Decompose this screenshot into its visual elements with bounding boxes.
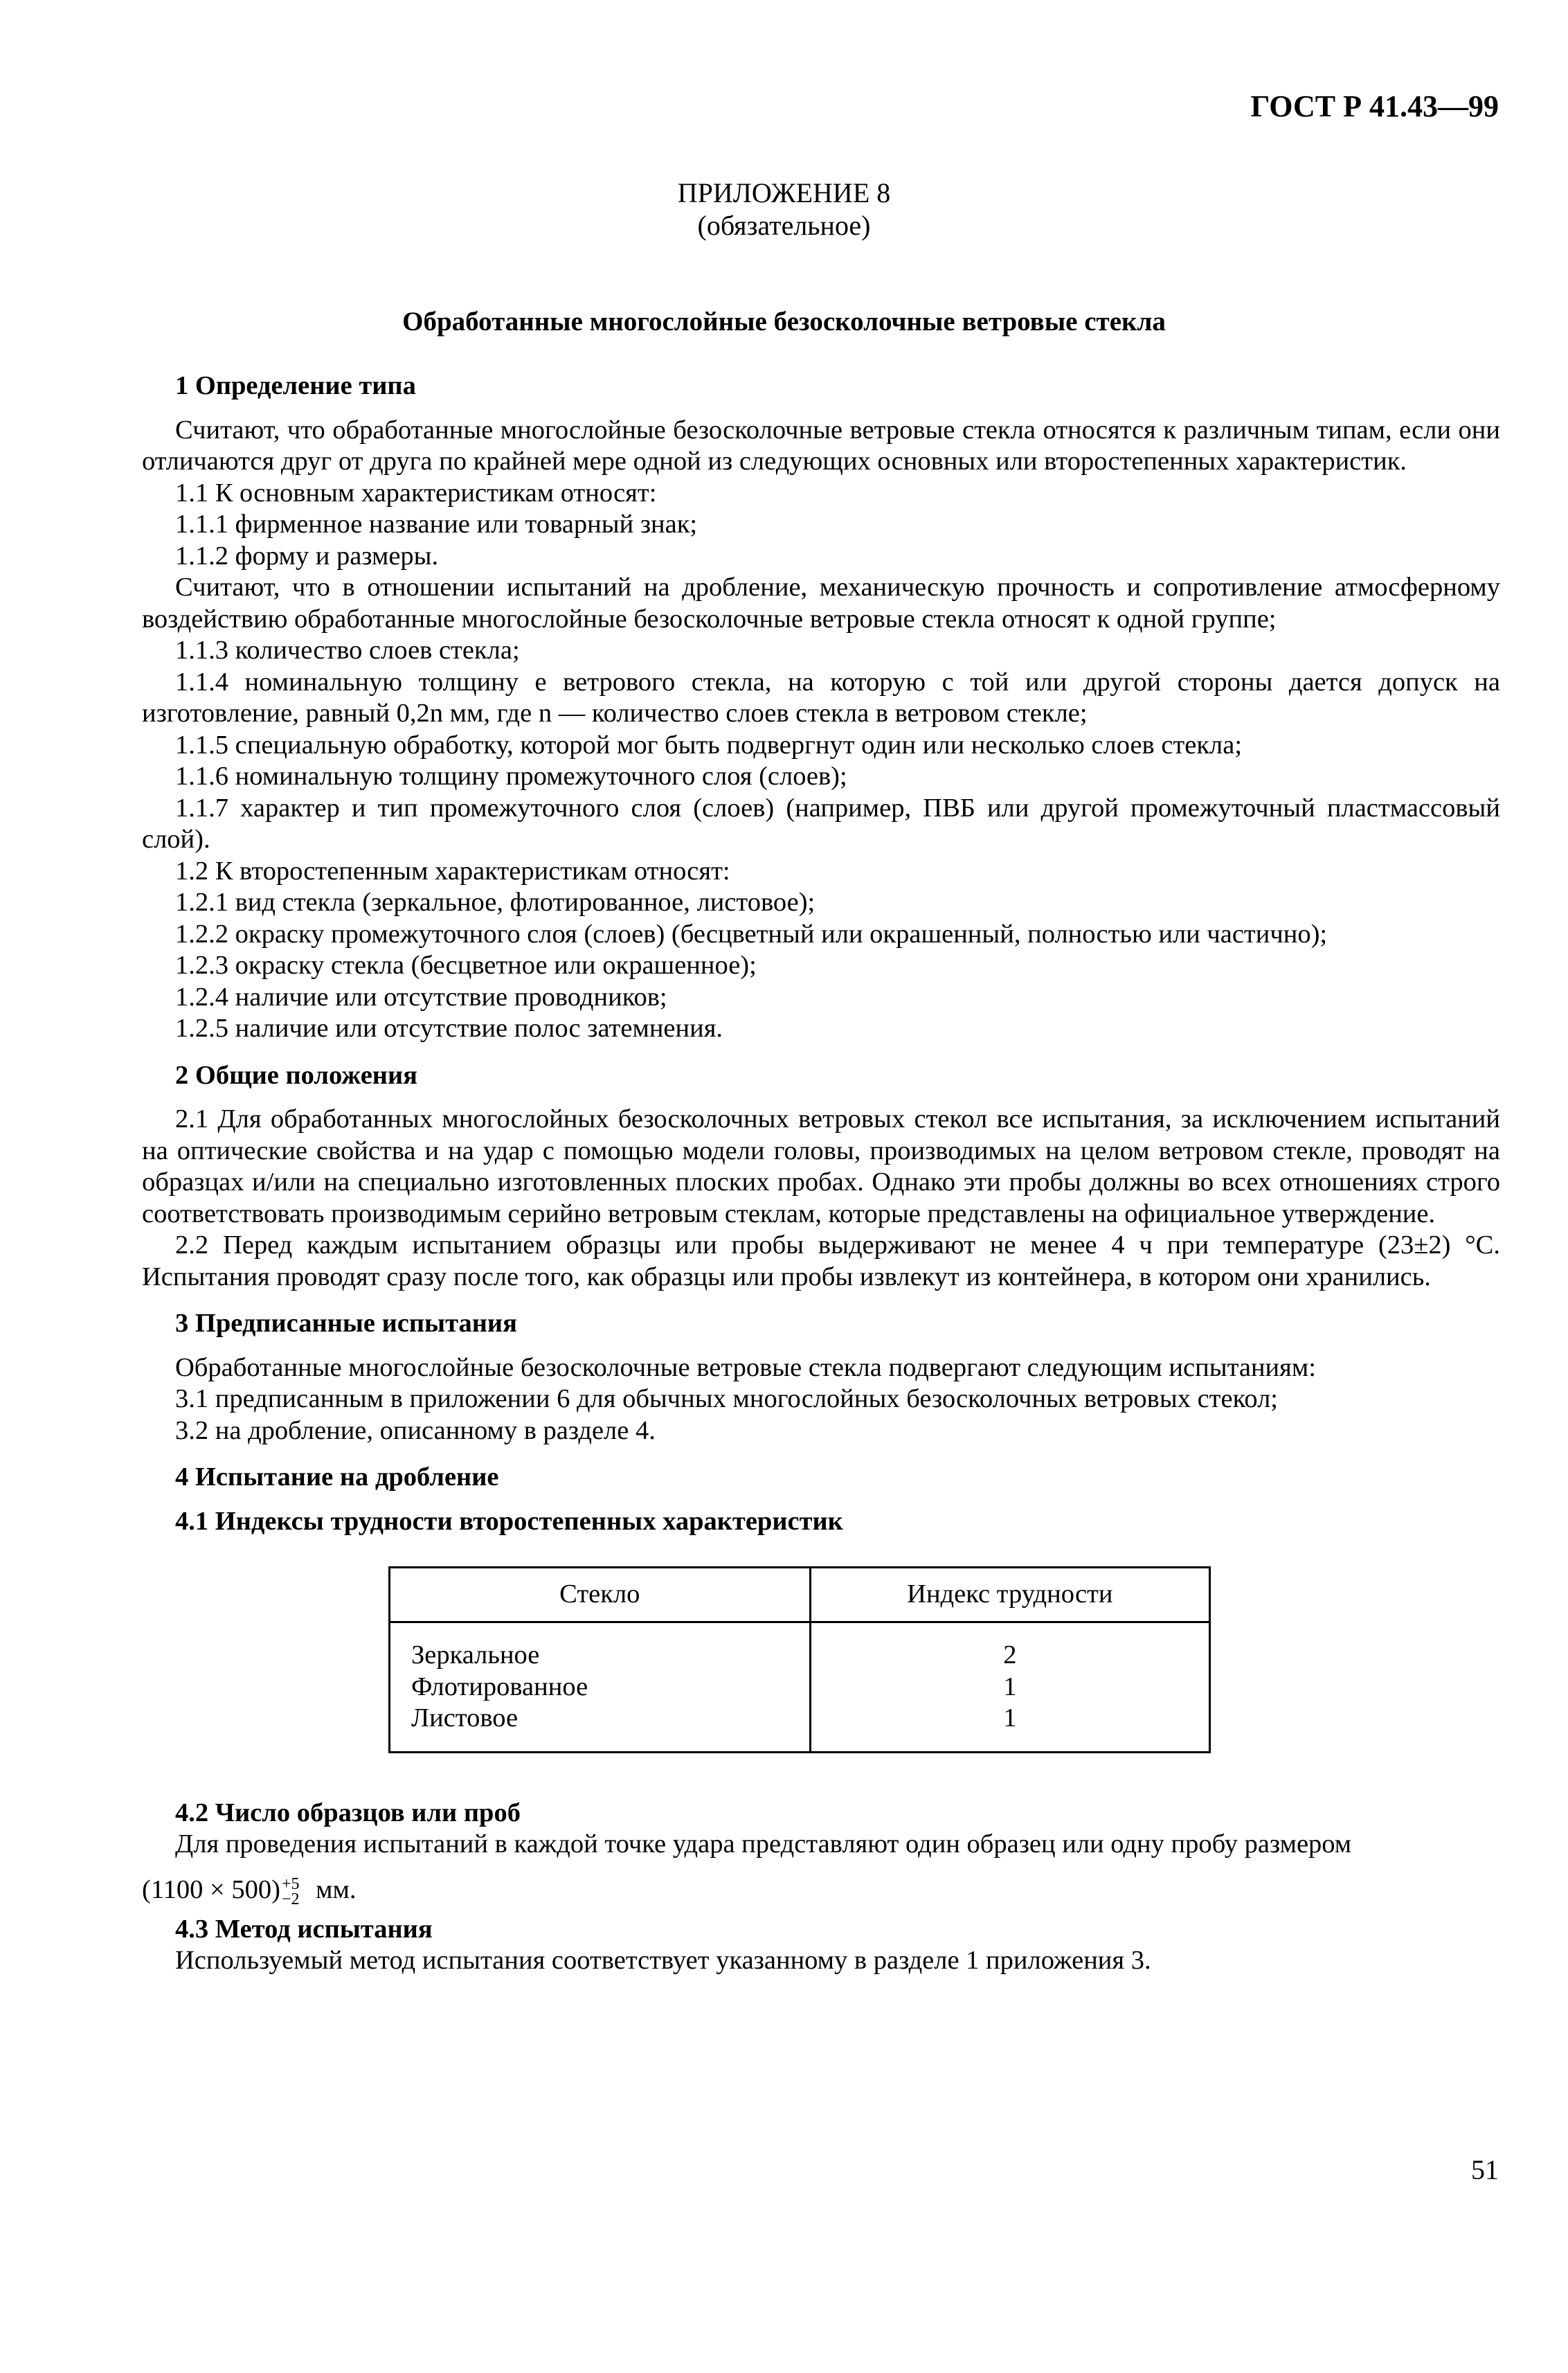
paragraph: 1.2.1 вид стекла (зеркальное, флотированное, листовое); [175, 888, 815, 917]
document-code: ГОСТ Р 41.43—99 [1250, 89, 1499, 123]
paragraph: 1.2.2 окраску промежуточного слоя (слоев) (бесцветный или окрашенный, полностью или частично); [175, 919, 1328, 949]
table-row [390, 1672, 1210, 1703]
table-cell: 1 [810, 1672, 1209, 1703]
paragraph: 1.2 К второстепенным характеристикам относят: [175, 856, 730, 886]
section-1-body [142, 415, 1500, 1045]
section-4-heading: 4 Испытание на дробление [175, 1462, 499, 1492]
size-formula [142, 1874, 1500, 1907]
paragraph: 1.2.3 окраску стекла (бесцветное или окрашенное); [175, 951, 757, 980]
paragraph: 1.2.5 наличие или отсутствие полос затемнения. [175, 1014, 723, 1043]
paragraph: 1.1.5 специальную обработку, которой мог быть подвергнут один или несколько слоев стекла; [175, 730, 1243, 760]
table-row [390, 1703, 1210, 1752]
section-1-heading: 1 Определение типа [175, 371, 416, 400]
table-cell: Листовое [390, 1703, 811, 1752]
paragraph: Считают, что обработанные многослойные безосколочные ветровые стекла относятся к различным типам, если они отличаются друг от друга по крайней мере одной из следующих основных или второстепенных характеристик. [142, 415, 1500, 476]
paragraph: 1.1.4 номинальную толщину e ветрового стекла, на которую с той или другой стороны дается допуск на изготовление, равный 0,2n мм, где n — количество слоев стекла в ветровом стекле; [142, 667, 1500, 728]
section-2-heading: 2 Общие положения [175, 1060, 417, 1090]
appendix-title: ПРИЛОЖЕНИЕ 8 [677, 177, 891, 208]
section-4-2-heading: 4.2 Число образцов или проб [175, 1798, 521, 1827]
formula-lower-tolerance: −2 [281, 1890, 300, 1908]
document-title: Обработанные многослойные безосколочные ветровые стекла [402, 307, 1166, 337]
table-cell: 1 [810, 1703, 1209, 1752]
paragraph: Считают, что в отношении испытаний на дробление, механическую прочность и сопротивление атмосферному воздействию обработанные многослойные безосколочные ветровые стекла относят к одной группе; [142, 573, 1500, 634]
paragraph: 1.1.6 номинальную толщину промежуточного слоя (слоев); [175, 762, 847, 791]
paragraph: 3.1 предписанным в приложении 6 для обычных многослойных безосколочных ветровых стекол; [175, 1384, 1278, 1413]
paragraph: 1.1.7 характер и тип промежуточного слоя (слоев) (например, ПВБ или другой промежуточный пластмассовый слой). [142, 793, 1500, 854]
section-4-3-heading: 4.3 Метод испытания [175, 1914, 433, 1944]
paragraph: 1.1.2 форму и размеры. [175, 541, 439, 571]
appendix-subtitle: (обязательное) [697, 210, 871, 241]
paragraph: 3.2 на дробление, описанному в разделе 4. [175, 1415, 656, 1445]
formula-upper-tolerance: +5 [281, 1874, 300, 1893]
table-cell: 2 [810, 1622, 1209, 1672]
paragraph: 1.1 К основным характеристикам относят: [175, 478, 657, 508]
difficulty-index-table [388, 1566, 1211, 1753]
paragraph: 2.1 Для обработанных многослойных безосколочных ветровых стекол все испытания, за исключением испытаний на оптические свойства и на удар с помощью модели головы, производимых на целом ветровом стекле, проводят на образцах и/или на специально изготовленных плоских пробах. Однако эти пробы должны во всех отношениях строго соответствовать производимым серийно ветровым стеклам, которые представлены на официальное утверждение. [142, 1104, 1500, 1228]
column-header-difficulty-index: Индекс трудности [810, 1568, 1209, 1622]
paragraph: Для проведения испытаний в каждой точке удара представляют один образец или одну пробу размером [175, 1829, 1352, 1859]
paragraph: 1.1.3 количество слоев стекла; [175, 636, 520, 665]
table-cell: Флотированное [390, 1672, 811, 1703]
section-4-1-heading: 4.1 Индексы трудности второстепенных характеристик [175, 1506, 843, 1536]
section-3-heading: 3 Предписанные испытания [175, 1309, 517, 1338]
paragraph: 1.2.4 наличие или отсутствие проводников; [175, 982, 667, 1012]
paragraph: 2.2 Перед каждым испытанием образцы или пробы выдерживают не менее 4 ч при температуре (23±2) °С. Испытания проводят сразу после того, как образцы или пробы извлекут из контейнера, в котором они хранились. [142, 1230, 1500, 1291]
formula-unit: мм. [316, 1874, 357, 1904]
table-row [390, 1622, 1210, 1672]
paragraph: Используемый метод испытания соответствует указанному в разделе 1 приложения 3. [175, 1946, 1151, 1976]
formula-base: (1100 × 500) [142, 1874, 280, 1904]
document-body [142, 370, 1500, 1977]
page-number: 51 [1471, 2154, 1499, 2185]
paragraph: 1.1.1 фирменное название или товарный знак; [175, 510, 698, 539]
paragraph: Обработанные многослойные безосколочные ветровые стекла подвергают следующим испытаниям: [175, 1352, 1316, 1382]
table-cell: Зеркальное [390, 1622, 811, 1672]
column-header-glass: Стекло [390, 1568, 811, 1622]
